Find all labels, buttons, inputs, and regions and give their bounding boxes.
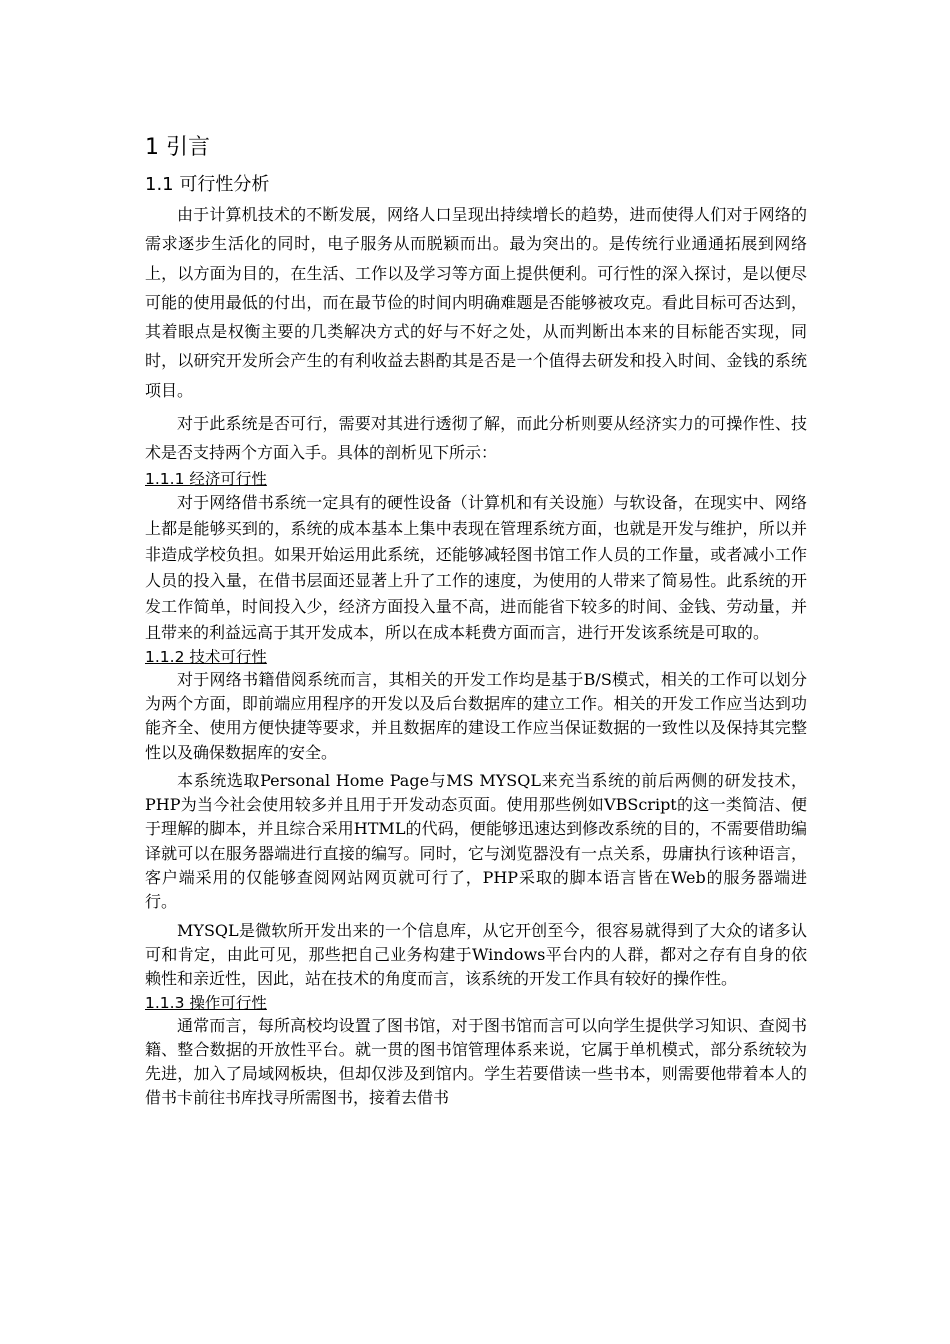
paragraph-technical-1: 对于网络书籍借阅系统而言，其相关的开发工作均是基于B/S模式，相关的工作可以划分为两个方面，即前端应用程序的开发以及后台数据库的建立工作。相关的开发工作应当达到功能齐全、使用方便快捷等要求，并且数据库的建设工作应当保证数据的一致性以及保持其完整性以及确保数据库的安全。	[145, 669, 807, 762]
paragraph-operational: 通常而言，每所高校均设置了图书馆，对于图书馆而言可以向学生提供学习知识、查阅书籍、整合数据的开放性平台。就一贯的图书馆管理体系来说，它属于单机模式，部分系统较为先进，加入了局域网板块，但却仅涉及到馆内。学生若要借读一些书本，则需要他带着本人的借书卡前往书库找寻所需图书，接着去借书	[145, 1015, 807, 1108]
paragraph-technical-3: MYSQL是微软所开发出来的一个信息库，从它开创至今，很容易就得到了大众的诸多认可和肯定，由此可见，那些把自己业务构建于Windows平台内的人群，都对之存有自身的依赖性和亲近性，因此，站在技术的角度而言，该系统的开发工作具有较好的操作性。	[145, 920, 807, 989]
subsection-heading-technical: 1.1.2 技术可行性	[145, 647, 267, 666]
document-page	[145, 132, 807, 1111]
subsection-heading-operational: 1.1.3 操作可行性	[145, 993, 267, 1012]
paragraph-technical-2: 本系统选取Personal Home Page与MS MYSQL来充当系统的前后两侧的研发技术，PHP为当今社会使用较多并且用于开发动态页面。使用那些例如VBScript的这一类简洁、便于理解的脚本，并且综合采用HTML的代码，便能够迅速达到修改系统的目的，不需要借助编译就可以在服务器端进行直接的编写。同时，它与浏览器没有一点关系，毋庸执行该种语言，客户端采用的仅能够查阅网站网页就可行了，PHP采取的脚本语言皆在Web的服务器端进行。	[145, 770, 807, 912]
paragraph-analysis: 对于此系统是否可行，需要对其进行透彻了解，而此分析则要从经济实力的可操作性、技术是否支持两个方面入手。具体的剖析见下所示：	[145, 414, 807, 463]
paragraph-intro: 由于计算机技术的不断发展，网络人口呈现出持续增长的趋势，进而使得人们对于网络的需求逐步生活化的同时，电子服务从而脱颖而出。最为突出的。是传统行业通通拓展到网络上，以方面为目的，在生活、工作以及学习等方面上提供便利。可行性的深入探讨，是以便尽可能的使用最低的付出，而在最节俭的时间内明确难题是否能够被攻克。看此目标可否达到，其着眼点是权衡主要的几类解决方式的好与不好之处，从而判断出本来的目标能否实现，同时，以研究开发所会产生的有利收益去斟酌其是否是一个值得去研发和投入时间、金钱的系统项目。	[145, 205, 807, 400]
paragraph-economic: 对于网络借书系统一定具有的硬性设备（计算机和有关设施）与软设备，在现实中、网络上都是能够买到的，系统的成本基本上集中表现在管理系统方面，也就是开发与维护，所以并非造成学校负担。如果开始运用此系统，还能够减轻图书馆工作人员的工作量，或者减小工作人员的投入量，在借书层面还显著上升了工作的速度，为使用的人带来了简易性。此系统的开发工作简单，时间投入少，经济方面投入量不高，进而能省下较多的时间、金钱、劳动量，并且带来的利益远高于其开发成本，所以在成本耗费方面而言，进行开发该系统是可取的。	[145, 492, 807, 642]
section-heading: 1.1 可行性分析	[145, 174, 270, 195]
subsection-heading-economic: 1.1.1 经济可行性	[145, 469, 267, 488]
chapter-heading: 1 引言	[145, 135, 210, 160]
